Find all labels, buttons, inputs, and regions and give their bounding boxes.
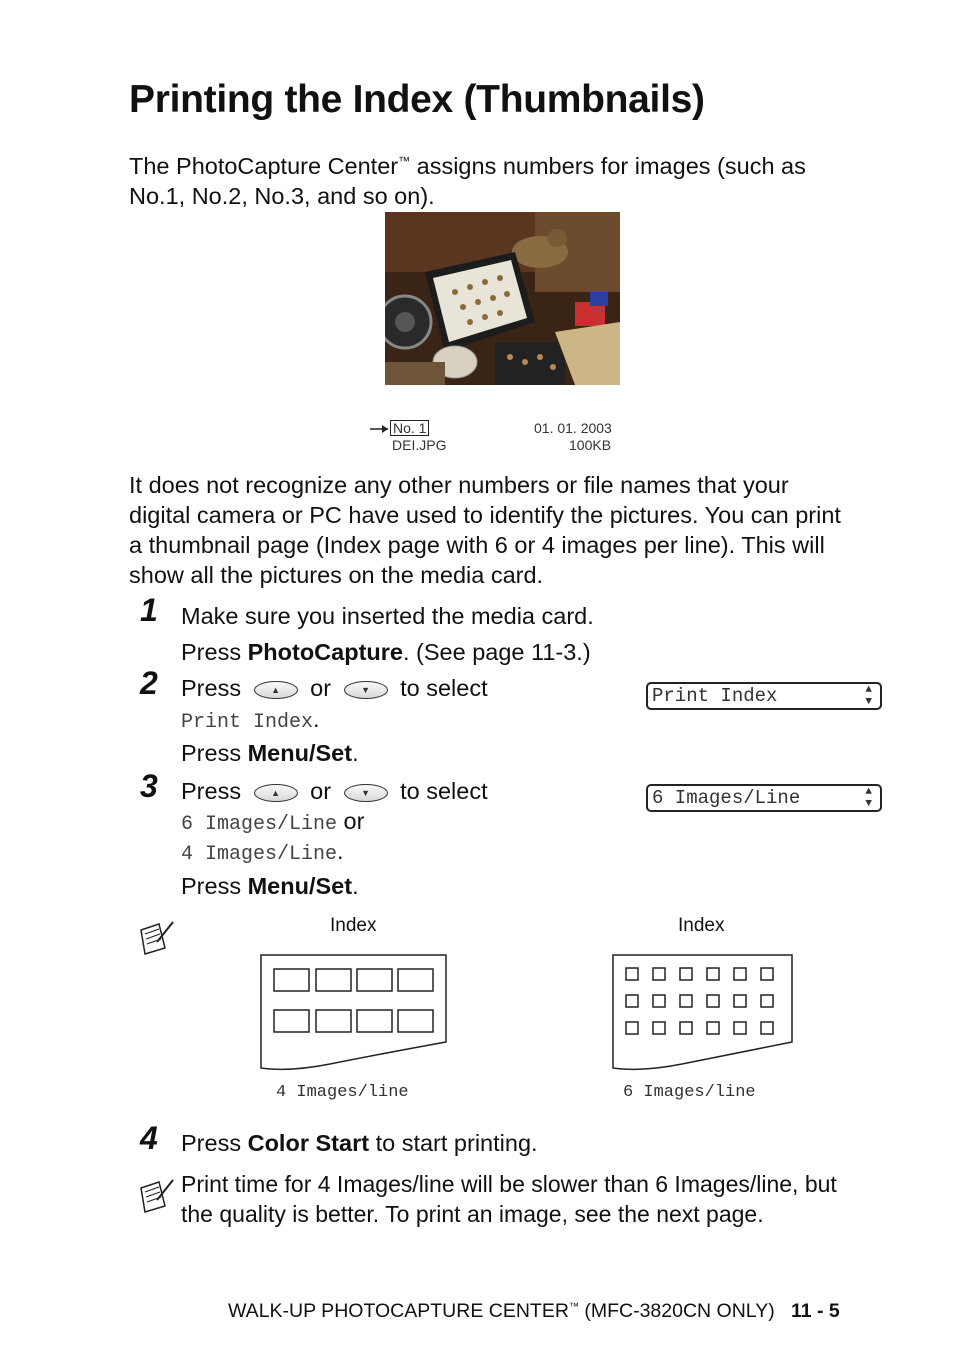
press-text: . (See page 11-3.) [402, 639, 591, 665]
step3-select-line [181, 776, 488, 806]
sample-photo [385, 212, 620, 385]
note-pad-icon [137, 1176, 175, 1214]
down-arrow-key-icon: ▼ [344, 681, 388, 699]
lcd-display [646, 784, 882, 812]
to-select-text: to select [400, 675, 488, 701]
key-name: Color Start [247, 1130, 370, 1156]
description-line: a thumbnail page (Index page with 6 or 4 images per line). This will [129, 532, 825, 558]
step-number: 1 [140, 592, 158, 628]
lcd-display [646, 682, 882, 710]
trademark: ™ [568, 1301, 579, 1313]
press-text: Press [181, 639, 248, 665]
intro-text: The PhotoCapture Center [129, 152, 399, 179]
footer-text: WALK-UP PHOTOCAPTURE CENTER [228, 1300, 569, 1322]
key-name: Menu/Set [247, 740, 353, 766]
down-arrow-key-icon: ▼ [344, 784, 388, 802]
image-filename: DEI.JPG [392, 437, 447, 453]
step2-press-line [181, 738, 359, 768]
index-right-caption: 6 Images/line [623, 1083, 756, 1102]
press-text: Press [181, 1130, 248, 1156]
step-number: 4 [140, 1120, 158, 1156]
up-arrow-key-icon: ▲ [254, 681, 298, 699]
intro-text: assigns numbers for images (such as [410, 152, 806, 179]
up-arrow-key-icon: ▲ [254, 784, 298, 802]
note-text [181, 1169, 837, 1229]
step-number: 2 [140, 665, 158, 701]
press-text: Press [181, 675, 242, 701]
description-line: show all the pictures on the media card. [129, 562, 544, 588]
key-name: PhotoCapture [247, 639, 403, 665]
pointer-arrow-icon [370, 421, 390, 431]
image-date: 01. 01. 2003 [534, 420, 612, 436]
step2-select-line [181, 673, 488, 703]
press-text: Press [181, 778, 242, 804]
step1-press-line [181, 637, 591, 667]
punctuation: . [313, 706, 320, 732]
image-number-label: No. 1 [390, 420, 429, 436]
lcd-text: 6 Images/Line [652, 787, 801, 809]
or-text: or [310, 778, 332, 804]
punctuation: . [337, 838, 344, 864]
note-line: the quality is better. To print an image, see the next page. [181, 1201, 764, 1227]
step1-text: Make sure you inserted the media card. [181, 603, 594, 629]
page-title: Printing the Index (Thumbnails) [129, 78, 705, 121]
menu-option: 6 Images/Line [181, 813, 338, 836]
or-text: or [310, 675, 332, 701]
menu-option: 4 Images/Line [181, 843, 338, 866]
or-text: or [337, 808, 365, 834]
page-footer [228, 1300, 840, 1323]
note-pad-icon [137, 918, 175, 956]
step-number: 3 [140, 768, 158, 804]
image-size: 100KB [569, 437, 612, 453]
step2-option-line [181, 704, 320, 738]
intro-paragraph [129, 146, 806, 211]
step3-option2-line [181, 836, 344, 870]
menu-option: Print Index [181, 711, 314, 734]
punctuation: . [352, 740, 359, 766]
description-line: digital camera or PC have used to identify the pictures. You can print [129, 502, 841, 528]
lcd-text: Print Index [652, 685, 778, 707]
footer-text: (MFC-3820CN ONLY) [578, 1300, 775, 1322]
index-6-per-line-diagram [612, 954, 796, 1074]
key-name: Menu/Set [247, 873, 353, 899]
description-paragraph [129, 470, 841, 590]
index-left-caption: 4 Images/line [276, 1083, 409, 1102]
index-left-title: Index [330, 915, 377, 936]
index-4-per-line-diagram [260, 954, 448, 1074]
step3-option1-line [181, 806, 364, 840]
step4-text [181, 1128, 538, 1158]
index-right-title: Index [678, 915, 725, 936]
press-text: to start printing. [369, 1130, 538, 1156]
step3-press-line [181, 871, 359, 901]
intro-text: No.1, No.2, No.3, and so on). [129, 182, 435, 209]
description-line: It does not recognize any other numbers or file names that your [129, 472, 789, 498]
note-line: Print time for 4 Images/line will be slower than 6 Images/line, but [181, 1171, 837, 1197]
press-text: Press [181, 740, 248, 766]
trademark: ™ [398, 154, 411, 168]
page-number: 11 - 5 [790, 1300, 840, 1322]
punctuation: . [352, 873, 359, 899]
press-text: Press [181, 873, 248, 899]
to-select-text: to select [400, 778, 488, 804]
updown-arrow-icon: ▲ ▼ [865, 786, 872, 810]
updown-arrow-icon: ▲ ▼ [865, 684, 872, 708]
